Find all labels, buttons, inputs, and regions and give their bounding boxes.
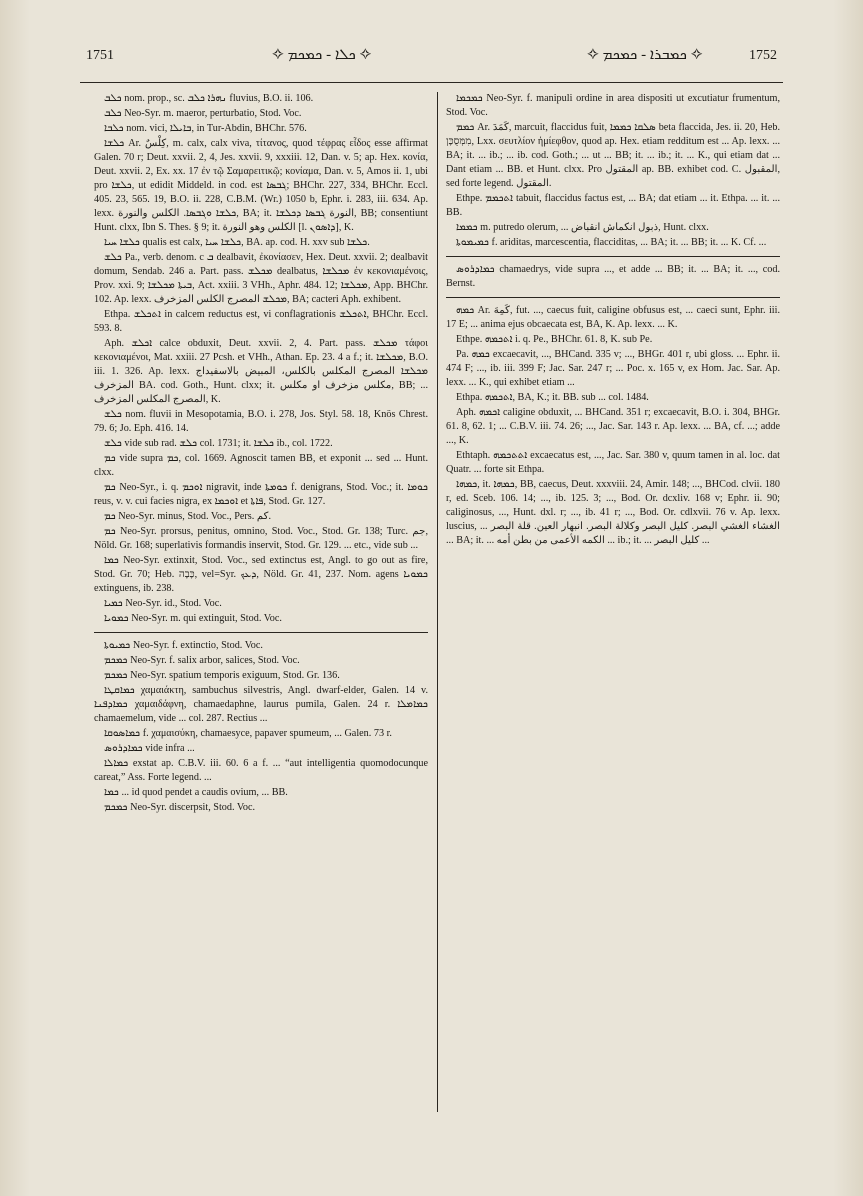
dictionary-entry: ܟܡܐܠܐ exstat ap. C.B.V. iii. 60. 6 a f. ... “aut intelligentia quomodocunque careat,” Ass. Forte legend. ... — [94, 758, 428, 783]
dictionary-entry: ܟܡܝܐ Neo-Syr. id., Stod. Voc. — [104, 598, 222, 609]
dictionary-entry: ܟܠܫܐ Ar. كِلْسٌ, m. calx, calx viva, τίτανος, quod τέφρας εἶδος esse affirmat Galen. 70 r; Deut. xxvii. 2, 4, Jes. xxvii. 9, xxxiii. 12, Dan. v. 5; ap. Hex. κονία, Deut. xxvii. 2, Ex. xx. 17 ἐν τῷ Σαμαρειτικῷ; κονίαμα, Dan. v. 5, Amos ii. 1, ubi pro ܟܠܫܐ, ut edidit Middeld. in cod. est ܓܒܣܐ; BHChr. 227, 334, BHChr. Eccl. 405. 23, 565. 19, B.O. ii. 228, C.B.M. (Wr.) 1050 b, Ephr. i. 283, iii. 634. Ap. lexx. ܟܠܫܐ ܘܓܒܣܐ. الكلس والنورة, BA; it. النورة ܓܒܣܐ ܕܟܠܫܐ, BB; consentiunt Hunt. clxx, Ibn S. Thes. § 9; it. الكلس وهو النورة [l. ܕܐܣܘܢ], K. — [94, 138, 428, 233]
dictionary-entry: ܟܡܡ Ar. كَمَدَ, marcuit, flaccidus fuit, ܣܠܩܐ ܟܡܡܐ beta flaccida, Jes. ii. 20, Heb. מִמְּסֻכָּן, Lxx. σευτλίον ἡμίεφθον, quod ap. Hex. etiam redditum est ... Ap. lexx. ... BA; it. ... ib.; ... ib. cod. Goth.; ... ut ... BB; it. ... ib.; it. ... K., qui etiam dat ... Dant etiam ... BB. et Hunt. clxx. Pro المقتول ap. BB. exhibet cod. C. المقبول, sed forte legend. المقتول. — [446, 122, 780, 189]
dictionary-entry: ܟܡܐܩܛܐ χαμαιάκτη, sambuchus silvestris, Angl. dwarf-elder, Galen. 14 v. ܟܡܐܕܦܢܐ χαμαιδάφνη, chamaedaphne, laurus pumila, Galen. 24 r. ܟܡܐܡܠܐ chamaemelum, vide ... col. 287. Rectius ... — [94, 685, 428, 724]
dictionary-entry: ܟܠܫ Pa., verb. denom. c ܒ dealbavit, ἐκονίασεν, Hex. Deut. xxvii. 2; dealbavit domum, Sendab. 246 a. Part. pass. ܡܟܠܫ dealbatus, ܡܟܠܫܐ ἐν κεκονιαμένοις, Prov. xxi. 9; ܒܝܬܐ ܡܟܠܫܐ, Act. xxiii. 3 VHh., Aphr. 484. 12; ܡܟܠܫܐ, App. BHChr. 102. Ap. lexx. ܡܟܠܫ المصرج الكلس المزخرف, BA; cacteri Aph. exhibent. — [94, 252, 429, 305]
dictionary-entry: ܟܡ Neo-Syr., i. q. ܐܘܟܡ nigravit, inde ܟܘܡܬܐ f. denigrans, Stod. Voc.; it. ܟܘܡܐ reus, v. v. cui facies nigra, ex ܐܘܟܡܐ et ܦܐܬܐ, Stod. Gr. 127. — [94, 482, 428, 507]
page-header — [72, 44, 791, 70]
column-divider — [437, 92, 438, 1112]
dictionary-entry: Aph. ܐܟܡܗ caligine obduxit, ... BHCand. 351 r; excaecavit, B.O. i. 304, BHGr. 61. 8, 62. 1; ... C.B.V. iii. 74. 26; ..., Jac. Sar. 143 r. Ap. lexx. ... BA, cf. ...; adde ..., K. — [446, 407, 780, 446]
dictionary-entry: ܟܠܒܐ nom. vici, ܒܐܝܠܐ, in Tur-Abdin, BHChr. 576. — [104, 123, 307, 134]
dictionary-entry: ܟܡܟܡ Neo-Syr. spatium temporis exiguum, Stod. Gr. 136. — [104, 670, 340, 681]
section-rule — [446, 297, 780, 298]
page-edge-left — [0, 0, 30, 1196]
dictionary-entry: ܟܠܒ Neo-Syr. m. maeror, perturbatio, Stod. Voc. — [104, 108, 302, 119]
dictionary-entry: Ethpa. ܐܬܟܠܫ in calcem reductus est, vi conflagrationis ܐܬܟܠܫ, BHChr. Eccl. 593. 8. — [94, 309, 429, 334]
section-rule — [94, 632, 428, 633]
dictionary-entry: Ethtaph. ܐܬܬܟܡܗ excaecatus est, ..., Jac. Sar. 380 v, quum tamen in al. loc. dat Quatr. ... forte sit Ethpa. — [446, 450, 781, 475]
dictionary-entry: ܟܡܐܕܪܘܣ vide infra ... — [104, 743, 195, 754]
dictionary-entry: Ethpe. ܐܬܟܡܡ tabuit, flaccidus factus est, ... BA; dat etiam ... it. Ethpa. ... it. ... BB. — [446, 193, 780, 218]
dictionary-entry: ܟܡܗ Ar. كَمِهَ, fut. ..., caecus fuit, caligine obfusus est, ... caeci sunt, Ephr. iii. 17 E; ... anima ejus obcaecata est, BA, K. Ap. lexx. ... K. — [446, 305, 780, 330]
dictionary-entry: ܟܡ Neo-Syr. minus, Stod. Voc., Pers. كم. — [104, 511, 272, 522]
dictionary-entry: ܟܡܐ Neo-Syr. extinxit, Stod. Voc., sed extinctus est, Angl. to go out as fire, Stod. Gr. 70; Heb. כָּבָה, vel=Syr. ܕܥܟ, Nöld. Gr. 41, 237. Nom. agens ܟܡܘܝܐ extinguens, ib. 238. — [94, 555, 429, 594]
dictionary-entry: Pa. ܟܡܗ excaecavit, ..., BHCand. 335 v; ..., BHGr. 401 r, ubi gloss. ... Ephr. ii. 474 F; ..., ib. iii. 399 F; Jac. Sar. 247 r; ... Poc. x. 165 v, ex Hom. Jac. Sar. Ap. lexx. ... K., qui exhibet etiam ... — [446, 349, 781, 388]
right-column — [446, 92, 780, 549]
dictionary-entry: ܟܠܫ vide sub rad. ܟܠܫ col. 1731; it. ܟܠܫܐ ib., col. 1722. — [104, 438, 333, 449]
dictionary-entry: ܟܡ Neo-Syr. prorsus, penitus, omnino, Stod. Voc., Stod. Gr. 138; Turc. جم, Nöld. Gr. 168; superlativis formandis inservit, Stod. Gr. 129. ... etc., vide sub ... — [94, 526, 428, 551]
running-head-left: ✧ ܟܠܐ - ܟܡܟܡ ✧ — [272, 47, 372, 63]
dictionary-entry: ܟܡܟܡ Neo-Syr. f. salix arbor, salices, Stod. Voc. — [104, 655, 300, 666]
dictionary-entry: Aph. ܐܟܠܫ calce obduxit, Deut. xxvii. 2, 4. Part. pass. ܡܟܠܫ τάφοι κεκονιαμένοι, Mat. xxiii. 27 Pcsh. et VHh., Athan. Ep. 23. 4 a f.; it. ܡܟܠܫܐ, B.O. iii. 1. 326. Ap. lexx. ܡܟܠܫܐ المصرج المكلس بالكلس، المبيض بالاسفيداج المزخرف BA. cod. Goth., Hunt. clxx; it. مكلس مزخرف او مكلس, BB; ... المصرج المكلس المزخرف, K. — [94, 338, 428, 405]
page-number-left: 1751 — [86, 48, 114, 63]
dictionary-entry: ܟܡܘܝܐ Neo-Syr. m. qui extinguit, Stod. Voc. — [104, 613, 282, 624]
dictionary-entry: ܟܠܫ nom. fluvii in Mesopotamia, B.O. i. 278, Jos. Styl. 58. 18, Knös Chrest. 79. 6; Jo. Eph. 416. 14. — [94, 409, 428, 434]
running-head-right: ✧ ܟܡܒܪܐ - ܟܡܟܡ ✧ — [587, 47, 703, 63]
dictionary-entry: ܟܡܟܡܐ Neo-Syr. f. manipuli ordine in area dispositi ut excutiatur frumentum, Stod. Voc. — [446, 93, 780, 118]
dictionary-entry: Ethpe. ܐܬܟܡܗ i. q. Pe., BHChr. 61. 8, K. sub Pe. — [456, 334, 653, 345]
left-column — [94, 92, 428, 816]
dictionary-entry: ܟܡܗܐ, it. ܟܡܗܐ, BB, caecus, Deut. xxxviii. 24, Amir. 148; ..., BHCod. clvii. 180 r, ed. Sceb. 106. 14; ..., ib. 125. 3; ..., Bod. Or. dcxliv. 168 v; Ephr. ii. 90; caliginosus, ..., Hunt. dxl. r; ..., ib. 41 r; ..., Bod. Or. cdlxvii. 76 v. Ap. lexx. luscius, ... الغشاء الغشي البصر. كليل البصر وكلالة البصر. انبهار العين. قلة البصر ... BA; it. ... الكمه الأعمى من بطن أمه ... ib.; it. ... كليل البصر ... — [446, 479, 780, 546]
dictionary-entry: ܟܡܟܡ Neo-Syr. discerpsit, Stod. Voc. — [104, 802, 256, 813]
dictionary-entry: ܟܠܒ nom. prop., sc. ܢܗܪܐ ܟܠܒ fluvius, B.O. ii. 106. — [104, 93, 314, 104]
dictionary-entry: ܟܡܝܘܬܐ Neo-Syr. f. extinctio, Stod. Voc. — [104, 640, 263, 651]
dictionary-entry: ܟܡܐ ... id quod pendet a caudis ovium, ... BB. — [104, 787, 288, 798]
dictionary-entry: ܟܡܝܡܘܬܐ f. ariditas, marcescentia, flacciditas, ... BA; it. ... BB; it. ... K. Cf. ... — [456, 237, 767, 248]
dictionary-entry: ܟܡ vide supra ܟܡ, col. 1669. Agnoscit tamen BB, et exponit ... sed ... Hunt. clxx. — [94, 453, 429, 478]
page-number-right: 1752 — [749, 48, 777, 63]
dictionary-entry: Ethpa. ܐܬܟܡܗ, BA, K.; it. BB. sub ... col. 1484. — [456, 392, 649, 403]
dictionary-entry: ܟܡܐܕܪܘܣ chamaedrys, vide supra ..., et adde ... BB; it. ... BA; it. ..., cod. Bernst. — [446, 264, 780, 289]
header-rule — [80, 82, 783, 83]
section-rule — [446, 256, 780, 257]
dictionary-entry: ܟܡܐܣܘܩܐ f. χαμαισύκη, chamaesyce, papaver spumeum, ... Galen. 73 r. — [104, 728, 392, 739]
dictionary-entry: ܟܡܡܐ m. putredo olerum, ... ذبول انكماش انقباض, Hunt. clxx. — [456, 222, 709, 233]
dictionary-entry: ܟܠܫܐ ܚܝܐ qualis est calx, ܟܠܫܐ ܚܝܐ, BA. ap. cod. H. xxv sub ܟܠܫܐ. — [104, 237, 370, 248]
page-edge-right — [833, 0, 863, 1196]
